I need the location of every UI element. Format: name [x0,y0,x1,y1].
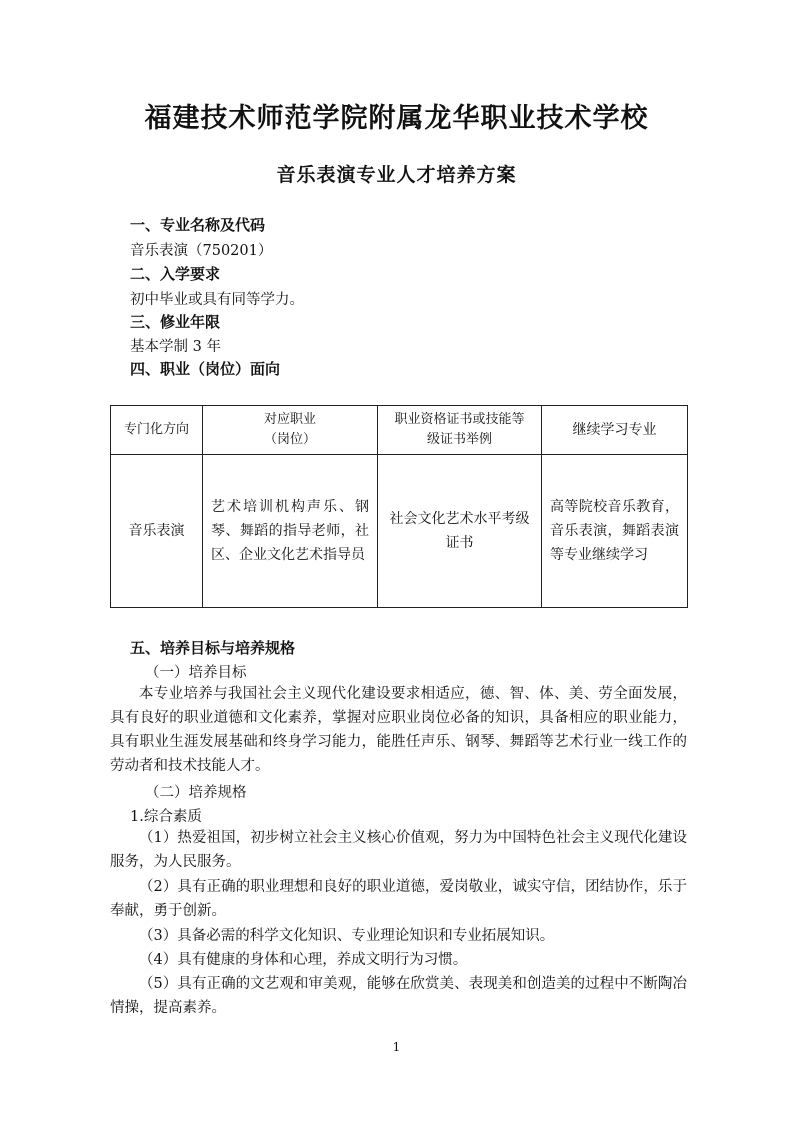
quality-item: （2）具有正确的职业理想和良好的职业道德，爱岗敬业，诚实守信，团结协作，乐于奉献，勇于创新。 [110,879,687,919]
quality-item: （3）具备必需的科学文化知识、专业理论知识和专业拓展知识。 [139,928,555,944]
major-name-code: 音乐表演（750201） [130,243,273,259]
subsection-goal-heading: （一）培养目标 [145,665,247,681]
table-cell-certificate: 社会文化艺术水平考级证书 [378,455,542,608]
table-row [111,455,688,608]
table-cell-direction: 音乐表演 [111,455,203,608]
school-title: 福建技术师范学院附属龙华职业技术学校 [144,103,649,134]
table-cell-occupation: 艺术培训机构声乐、钢琴、舞蹈的指导老师，社区、企业文化艺术指导员 [203,455,378,608]
section-3-heading: 三、修业年限 [130,313,221,331]
subsection-spec-heading: （二）培养规格 [145,785,247,801]
document-title: 音乐表演专业人才培养方案 [276,164,517,186]
table-header-cell: 专门化方向 [111,406,203,455]
table-cell-further-study: 高等院校音乐教育，音乐表演，舞蹈表演等专业继续学习 [542,455,688,608]
quality-item: （1）热爱祖国，初步树立社会主义核心价值观，努力为中国特色社会主义现代化建设服务，为人民服务。 [110,830,687,870]
admission-requirement: 初中毕业或具有同等学力。 [130,292,304,308]
quality-item: （4）具有健康的身体和心理，养成文明行为习惯。 [139,952,468,968]
table-header-cell: 对应职业 （岗位） [203,406,378,455]
section-5-heading: 五、培养目标与培养规格 [130,639,296,657]
quality-item: （5）具有正确的文艺观和审美观，能够在欣赏美、表现美和创造美的过程中不断陶冶情操，提高素养。 [110,976,687,1016]
study-duration: 基本学制 3 年 [130,339,221,355]
item-comprehensive-quality: 1.综合素质 [130,809,202,825]
table-header-row [111,406,688,455]
section-1-heading: 一、专业名称及代码 [130,216,266,234]
career-orientation-table [110,405,688,608]
page-number: 1 [392,1040,401,1054]
training-goal-paragraph: 本专业培养与我国社会主义现代化建设要求相适应，德、智、体、美、劳全面发展，具有良好的职业道德和文化素养，掌握对应职业岗位必备的知识，具备相应的职业能力，具有职业生涯发展基础和终身学习能力，能胜任声乐、钢琴、舞蹈等艺术行业一线工作的劳动者和技术技能人才。 [110,686,687,774]
section-2-heading: 二、入学要求 [130,265,221,283]
section-4-heading: 四、职业（岗位）面向 [130,360,281,378]
table-header-cell: 职业资格证书或技能等 级证书举例 [378,406,542,455]
table-header-cell: 继续学习专业 [542,406,688,455]
